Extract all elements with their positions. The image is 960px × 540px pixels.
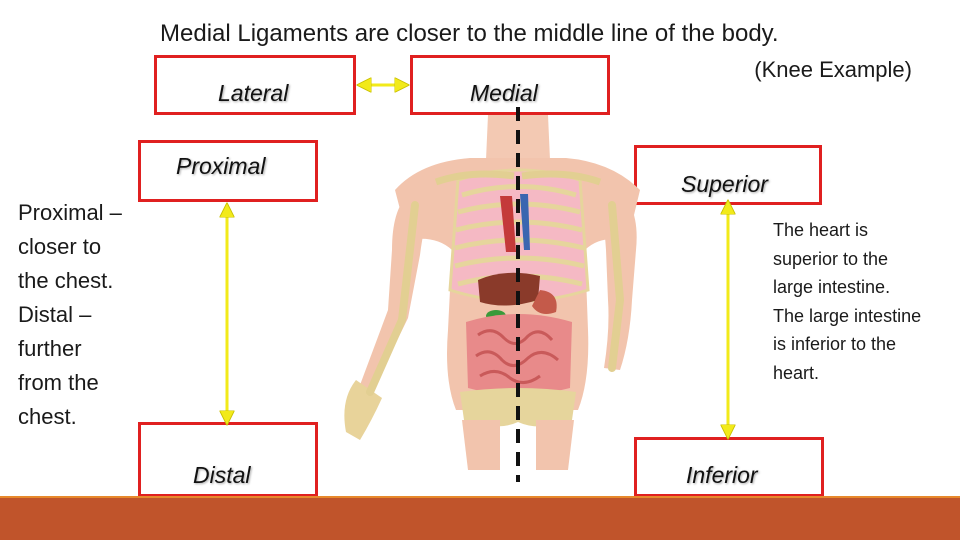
left-note-line: the chest. bbox=[18, 268, 114, 293]
proximal-label: Proximal bbox=[176, 153, 266, 179]
inferior-label: Inferior bbox=[686, 462, 758, 488]
slide-title: Medial Ligaments are closer to the middle line of the body. bbox=[160, 20, 779, 47]
right-note-line: The heart is bbox=[773, 220, 869, 240]
bottom-bar bbox=[0, 498, 960, 540]
left-note-line: further bbox=[18, 336, 82, 361]
left-note-line: chest. bbox=[18, 404, 77, 429]
right-note-line: superior to the bbox=[773, 248, 889, 269]
distal-label: Distal bbox=[193, 462, 251, 488]
right-note-line: large intestine. bbox=[773, 277, 891, 297]
medial-label: Medial bbox=[470, 80, 538, 106]
right-note-line: heart. bbox=[773, 362, 820, 383]
left-note-line: Proximal – bbox=[18, 200, 122, 225]
left-note-line: Distal – bbox=[18, 302, 92, 327]
right-note-line: is inferior to the bbox=[773, 334, 897, 354]
slide-subtitle: (Knee Example) bbox=[754, 57, 912, 82]
human-torso-illustration bbox=[344, 115, 640, 470]
superior-label: Superior bbox=[681, 171, 768, 197]
left-note-line: closer to bbox=[18, 234, 102, 259]
lateral-label: Lateral bbox=[218, 80, 289, 106]
right-note-line: The large intestine bbox=[773, 305, 922, 326]
left-note-line: from the bbox=[18, 370, 99, 395]
